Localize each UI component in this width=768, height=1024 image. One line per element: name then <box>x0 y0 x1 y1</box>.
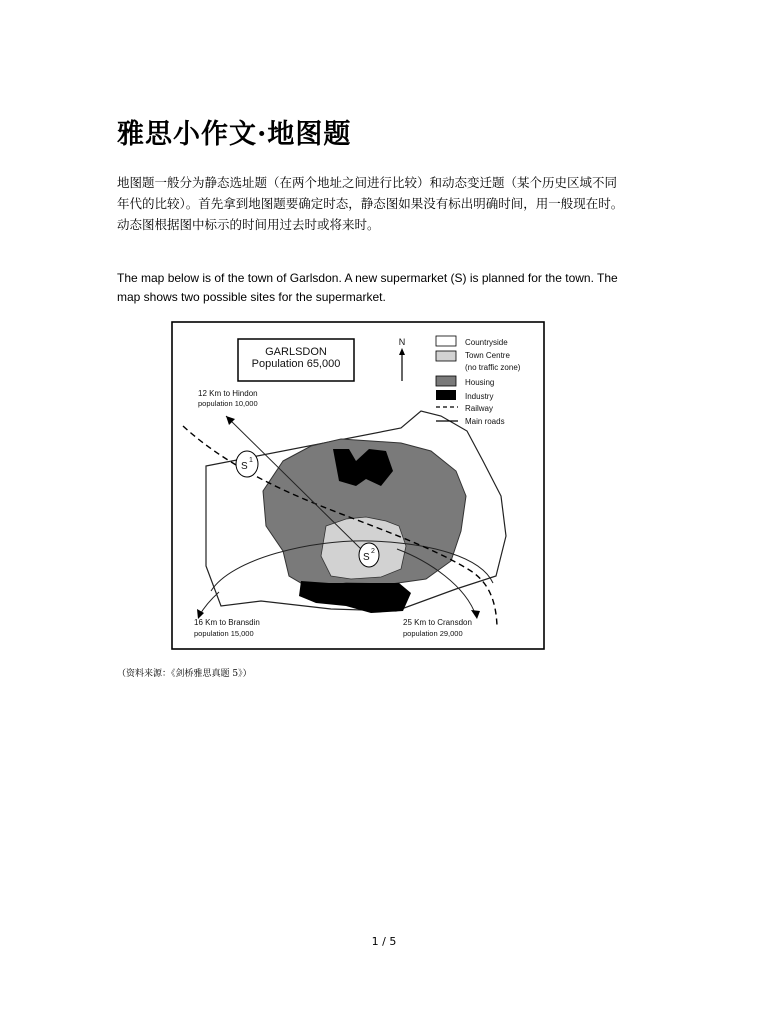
map-svg <box>171 321 545 650</box>
cransdon-label: 25 Km to Cransdon <box>403 618 472 627</box>
intro-line-3: 动态图根据图中标示的时间用过去时或将来时。 <box>117 217 380 232</box>
legend-swatch-housing <box>436 376 456 386</box>
legend-swatch-countryside <box>436 336 456 346</box>
hindon-label: 12 Km to Hindon <box>198 389 258 398</box>
industry-north <box>333 449 393 486</box>
bransdin-label: 16 Km to Bransdin <box>194 618 260 627</box>
legend-industry: Industry <box>465 392 494 401</box>
town-name: GARLSDON <box>265 346 327 358</box>
legend-swatch-town-centre <box>436 351 456 361</box>
site-2-letter: S <box>363 552 370 563</box>
site-1-number: 1 <box>249 457 253 464</box>
intro-paragraph <box>117 172 662 235</box>
legend-swatch-industry <box>436 390 456 400</box>
legend-housing: Housing <box>465 378 495 387</box>
page-title: 雅思小作文·地图题 <box>117 119 352 150</box>
legend-town-centre: Town Centre <box>465 351 510 360</box>
legend-railway: Railway <box>465 404 494 413</box>
page-number: 1 / 5 <box>371 935 397 948</box>
task-prompt-line-1: The map below is of the town of Garlsdon. A new supermarket (S) is planned for the town. The <box>117 271 618 285</box>
task-prompt-line-2: map shows two possible sites for the supermarket. <box>117 290 386 304</box>
site-1-letter: S <box>241 461 248 472</box>
intro-line-1: 地图题一般分为静态选址题（在两个地址之间进行比较）和动态变迁题（某个历史区域不同 <box>117 175 618 190</box>
intro-line-2: 年代的比较）。首先拿到地图题要确定时态，静态图如果没有标出明确时间，用一般现在时。 <box>117 196 624 211</box>
source-citation: （资料来源：《剑桥雅思真题 5》） <box>117 669 252 679</box>
garlsdon-map <box>171 321 545 650</box>
north-label: N <box>398 337 406 347</box>
site-2-number: 2 <box>371 548 375 555</box>
legend-town-centre-note: (no traffic zone) <box>465 363 521 372</box>
legend-main-roads: Main roads <box>465 417 505 426</box>
legend-countryside: Countryside <box>465 338 508 347</box>
task-prompt <box>117 269 662 307</box>
town-population: Population 65,000 <box>251 358 341 370</box>
bransdin-population: population 15,000 <box>194 629 254 638</box>
cransdon-population: population 29,000 <box>403 629 463 638</box>
hindon-population: population 10,000 <box>198 399 258 408</box>
